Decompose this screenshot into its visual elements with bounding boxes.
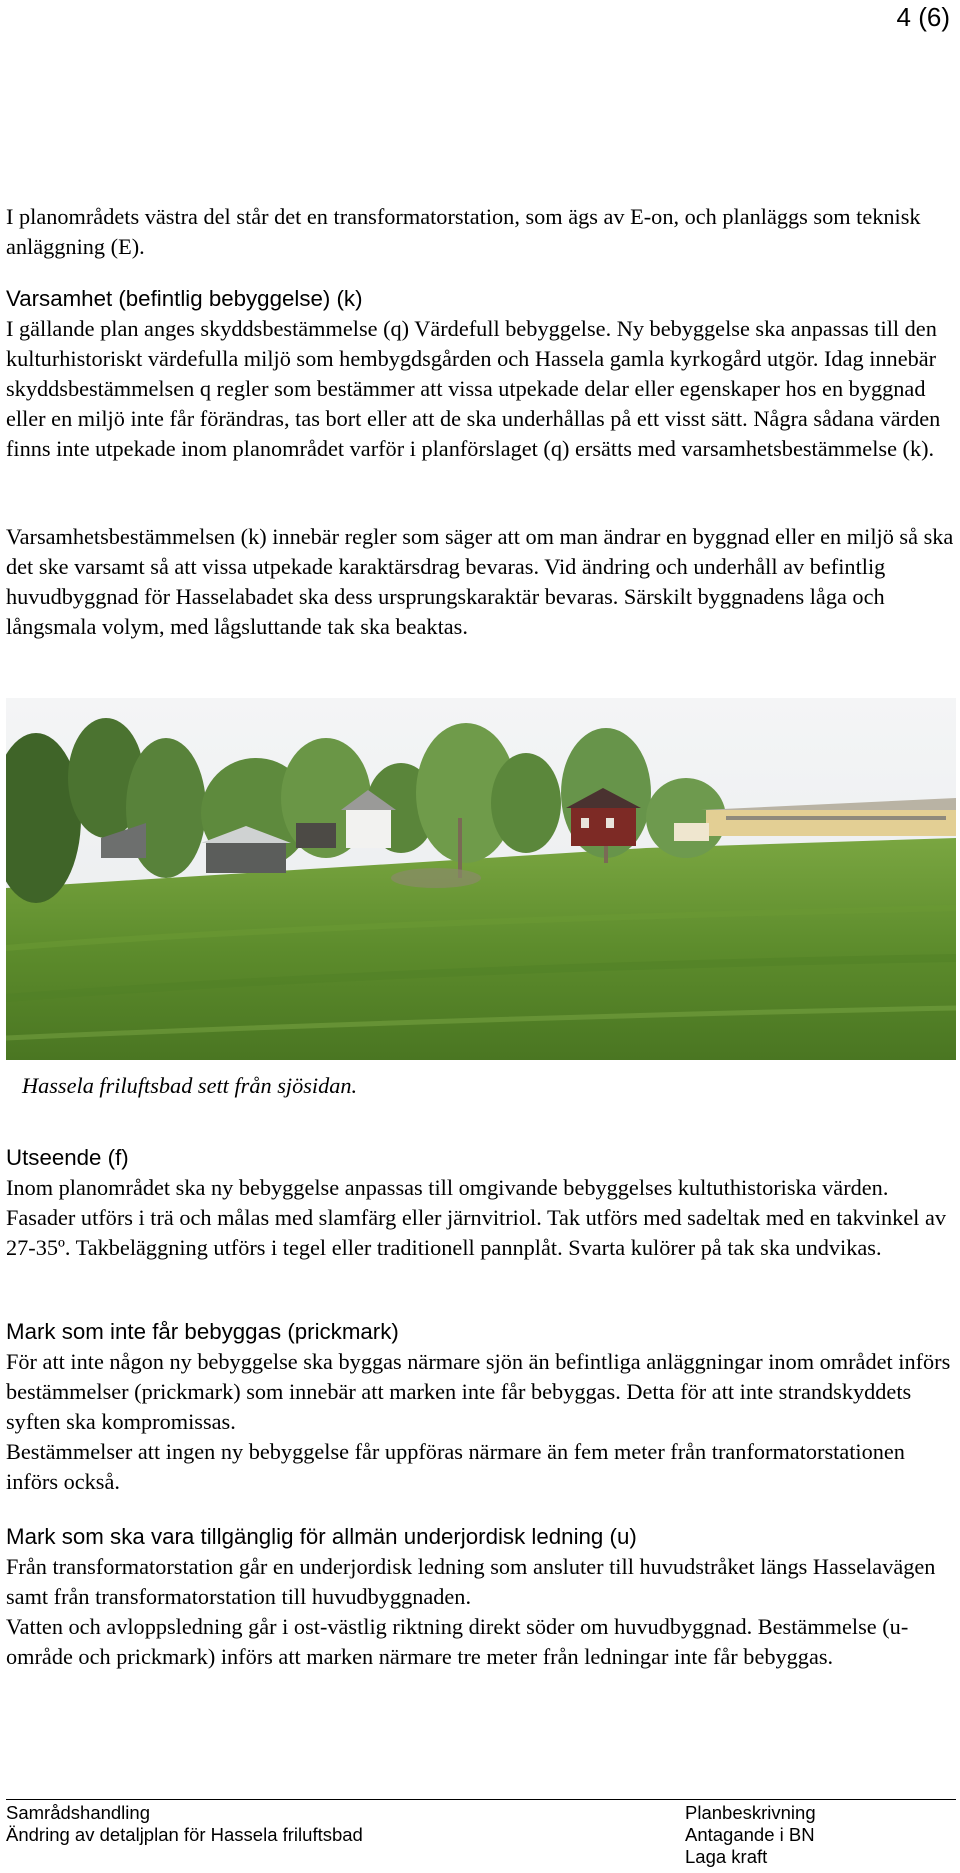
- intro-paragraph: I planområdets västra del står det en transformatorstation, som ägs av E-on, och planläggs som teknisk anläggning (E).: [6, 204, 921, 259]
- ledning-paragraph-1: Från transformatorstation går en underjordisk ledning som ansluter till huvudstråket längs Hasselavägen samt från transformatorstation till huvudbyggnaden.: [6, 1554, 936, 1609]
- varsamhet-paragraph-1: I gällande plan anges skyddsbestämmelse (q) Värdefull bebyggelse. Ny bebyggelse ska anpassas till den kulturhistoriskt värdefulla miljö som hembygdsgården och Hassela gamla kyrkogård utgör. Idag innebär skyddsbestämmelsen q regler som bestämmer att vissa utpekade delar eller egenskaper hos en byggnad eller en miljö inte får förändras, tas bort eller att de ska underhållas på ett visst sätt. Några sådana värden finns inte utpekade inom planområdet varför i planförslaget (q) ersätts med varsamhetsbestämmelse (k).: [6, 316, 941, 461]
- footer-legal-status: Laga kraft: [685, 1846, 768, 1867]
- utseende-heading: Utseende (f): [6, 1145, 129, 1170]
- prickmark-heading: Mark som inte får bebyggas (prickmark): [6, 1319, 399, 1344]
- footer-document-title: Ändring av detaljplan för Hassela friluftsbad: [6, 1824, 363, 1845]
- prickmark-paragraph-1: För att inte någon ny bebyggelse ska byggas närmare sjön än befintliga anläggningar inom området införs bestämmelser (prickmark) som innebär att marken inte får bebyggas. Detta för att inte strandskyddets syften ska kompromissas.: [6, 1349, 951, 1434]
- page-number: 4 (6): [896, 2, 950, 32]
- footer-right: [685, 1802, 816, 1868]
- ledning-paragraph-2: Vatten och avloppsledning går i ost-västlig riktning direkt söder om huvudbyggnad. Bestämmelse (u-område och prickmark) införs att marken närmare tre meter från ledningar inte får bebyggas.: [6, 1614, 909, 1669]
- varsamhet-paragraph-2: Varsamhetsbestämmelsen (k) innebär regler som säger att om man ändrar en byggnad eller en miljö så ska det ske varsamt så att vissa utpekade karaktärsdrag bevaras. Vid ändring och underhåll av befintlig huvudbyggnad för Hasselabadet ska dess ursprungskaraktär bevaras. Särskilt byggnadens låga och långsmala volym, med lågsluttande tak ska beaktas.: [6, 524, 954, 639]
- prickmark-paragraph-2: Bestämmelser att ingen ny bebyggelse får uppföras närmare än fem meter från tranformatorstationen införs också.: [6, 1439, 905, 1494]
- varsamhet-heading: Varsamhet (befintlig bebyggelse) (k): [6, 286, 363, 311]
- photo-caption: Hassela friluftsbad sett från sjösidan.: [22, 1073, 358, 1098]
- photo-hassela-friluftsbad: [6, 698, 956, 1060]
- utseende-paragraph: Inom planområdet ska ny bebyggelse anpassas till omgivande bebyggelses kultuthistoriska värden. Fasader utförs i trä och målas med slamfärg eller järnvitriol. Tak utförs med sadeltak med en takvinkel av 27-35º. Takbeläggning utförs i tegel eller traditionell pannplåt. Svarta kulörer på tak ska undvikas.: [6, 1175, 946, 1260]
- ledning-heading: Mark som ska vara tillgänglig för allmän underjordisk ledning (u): [6, 1524, 637, 1549]
- footer-divider: [6, 1799, 956, 1800]
- footer-document-type: Planbeskrivning: [685, 1802, 816, 1823]
- footer-document-status: Samrådshandling: [6, 1802, 150, 1823]
- footer-adoption-status: Antagande i BN: [685, 1824, 815, 1845]
- footer-left: [6, 1802, 363, 1846]
